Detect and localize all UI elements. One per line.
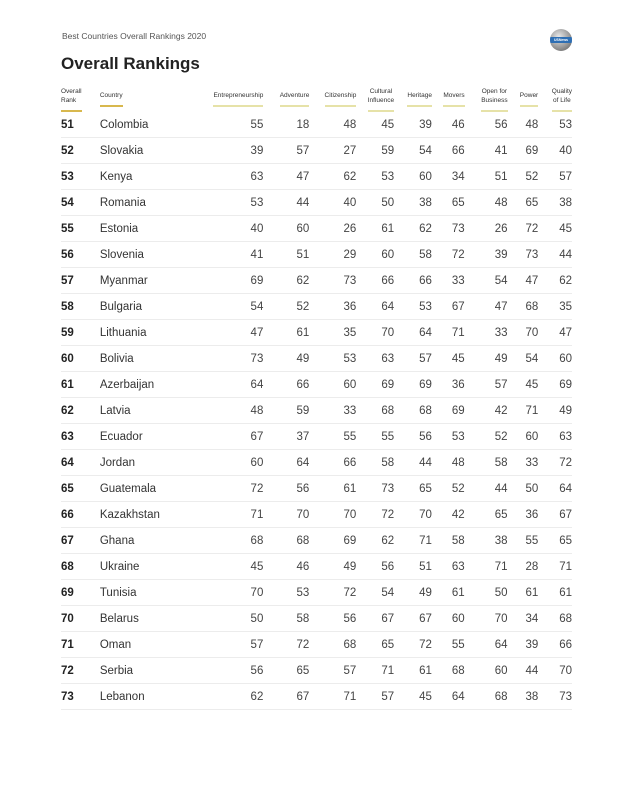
open-for-business-score-cell: 56	[465, 112, 508, 138]
quality-of-life-score-cell: 71	[538, 554, 572, 580]
quality-of-life-score-cell: 67	[538, 502, 572, 528]
table-row	[61, 450, 572, 476]
open-for-business-score-cell: 47	[465, 294, 508, 320]
entrepreneurship-score-cell: 69	[210, 268, 263, 294]
table-row	[61, 294, 572, 320]
table-row	[61, 138, 572, 164]
country-cell: Kenya	[100, 164, 210, 190]
country-cell: Myanmar	[100, 268, 210, 294]
cultural-influence-score-cell: 68	[356, 398, 394, 424]
cultural-influence-score-cell: 59	[356, 138, 394, 164]
heritage-score-cell: 51	[394, 554, 432, 580]
table-row	[61, 242, 572, 268]
table-row	[61, 528, 572, 554]
table-row	[61, 216, 572, 242]
open-for-business-score-cell: 39	[465, 242, 508, 268]
open-for-business-score-cell: 42	[465, 398, 508, 424]
entrepreneurship-score-cell: 54	[210, 294, 263, 320]
quality-of-life-score-cell: 63	[538, 424, 572, 450]
power-score-cell: 68	[508, 294, 539, 320]
citizenship-score-cell: 53	[309, 346, 356, 372]
power-score-cell: 52	[508, 164, 539, 190]
movers-score-cell: 64	[432, 684, 465, 710]
rank-cell: 62	[61, 398, 100, 424]
heritage-score-cell: 69	[394, 372, 432, 398]
adventure-score-cell: 47	[263, 164, 309, 190]
country-cell: Belarus	[100, 606, 210, 632]
movers-score-cell: 66	[432, 138, 465, 164]
entrepreneurship-score-cell: 73	[210, 346, 263, 372]
rank-cell: 66	[61, 502, 100, 528]
citizenship-score-cell: 57	[309, 658, 356, 684]
country-cell: Romania	[100, 190, 210, 216]
country-cell: Ghana	[100, 528, 210, 554]
adventure-score-cell: 70	[263, 502, 309, 528]
adventure-score-cell: 49	[263, 346, 309, 372]
heritage-score-cell: 65	[394, 476, 432, 502]
cultural-influence-score-cell: 55	[356, 424, 394, 450]
entrepreneurship-score-cell: 57	[210, 632, 263, 658]
entrepreneurship-score-cell: 56	[210, 658, 263, 684]
citizenship-score-cell: 73	[309, 268, 356, 294]
heritage-score-cell: 62	[394, 216, 432, 242]
adventure-score-cell: 72	[263, 632, 309, 658]
movers-score-cell: 72	[432, 242, 465, 268]
col-header-heritage[interactable]: Heritage	[394, 86, 432, 112]
col-header-cultural-influence[interactable]: Cultural Influence	[356, 86, 394, 112]
quality-of-life-score-cell: 35	[538, 294, 572, 320]
citizenship-score-cell: 56	[309, 606, 356, 632]
quality-of-life-score-cell: 62	[538, 268, 572, 294]
heritage-score-cell: 71	[394, 528, 432, 554]
power-score-cell: 47	[508, 268, 539, 294]
heritage-score-cell: 58	[394, 242, 432, 268]
cultural-influence-score-cell: 58	[356, 450, 394, 476]
rank-cell: 63	[61, 424, 100, 450]
entrepreneurship-score-cell: 47	[210, 320, 263, 346]
country-cell: Colombia	[100, 112, 210, 138]
citizenship-score-cell: 68	[309, 632, 356, 658]
movers-score-cell: 48	[432, 450, 465, 476]
heritage-score-cell: 66	[394, 268, 432, 294]
country-cell: Slovakia	[100, 138, 210, 164]
rank-cell: 72	[61, 658, 100, 684]
adventure-score-cell: 51	[263, 242, 309, 268]
citizenship-score-cell: 29	[309, 242, 356, 268]
open-for-business-score-cell: 38	[465, 528, 508, 554]
open-for-business-score-cell: 54	[465, 268, 508, 294]
heritage-score-cell: 38	[394, 190, 432, 216]
power-score-cell: 71	[508, 398, 539, 424]
cultural-influence-score-cell: 57	[356, 684, 394, 710]
cultural-influence-score-cell: 73	[356, 476, 394, 502]
citizenship-score-cell: 48	[309, 112, 356, 138]
citizenship-score-cell: 49	[309, 554, 356, 580]
cultural-influence-score-cell: 66	[356, 268, 394, 294]
rank-cell: 52	[61, 138, 100, 164]
heritage-score-cell: 68	[394, 398, 432, 424]
quality-of-life-score-cell: 66	[538, 632, 572, 658]
citizenship-score-cell: 66	[309, 450, 356, 476]
open-for-business-score-cell: 51	[465, 164, 508, 190]
heritage-score-cell: 56	[394, 424, 432, 450]
page-title: Overall Rankings	[61, 54, 200, 73]
movers-score-cell: 46	[432, 112, 465, 138]
table-row	[61, 658, 572, 684]
entrepreneurship-score-cell: 53	[210, 190, 263, 216]
adventure-score-cell: 59	[263, 398, 309, 424]
rank-cell: 71	[61, 632, 100, 658]
rank-cell: 67	[61, 528, 100, 554]
table-row	[61, 320, 572, 346]
cultural-influence-score-cell: 62	[356, 528, 394, 554]
quality-of-life-score-cell: 45	[538, 216, 572, 242]
entrepreneurship-score-cell: 68	[210, 528, 263, 554]
table-row	[61, 502, 572, 528]
citizenship-score-cell: 62	[309, 164, 356, 190]
country-cell: Serbia	[100, 658, 210, 684]
open-for-business-score-cell: 48	[465, 190, 508, 216]
open-for-business-score-cell: 33	[465, 320, 508, 346]
quality-of-life-score-cell: 53	[538, 112, 572, 138]
quality-of-life-score-cell: 57	[538, 164, 572, 190]
adventure-score-cell: 44	[263, 190, 309, 216]
power-score-cell: 45	[508, 372, 539, 398]
citizenship-score-cell: 69	[309, 528, 356, 554]
country-cell: Ecuador	[100, 424, 210, 450]
cultural-influence-score-cell: 56	[356, 554, 394, 580]
entrepreneurship-score-cell: 40	[210, 216, 263, 242]
movers-score-cell: 53	[432, 424, 465, 450]
power-score-cell: 33	[508, 450, 539, 476]
open-for-business-score-cell: 58	[465, 450, 508, 476]
movers-score-cell: 52	[432, 476, 465, 502]
entrepreneurship-score-cell: 48	[210, 398, 263, 424]
table-row	[61, 424, 572, 450]
adventure-score-cell: 58	[263, 606, 309, 632]
country-cell: Bolivia	[100, 346, 210, 372]
open-for-business-score-cell: 26	[465, 216, 508, 242]
rank-cell: 70	[61, 606, 100, 632]
heritage-score-cell: 61	[394, 658, 432, 684]
rank-cell: 58	[61, 294, 100, 320]
country-cell: Lebanon	[100, 684, 210, 710]
adventure-score-cell: 37	[263, 424, 309, 450]
col-header-citizenship[interactable]: Citizenship	[309, 86, 356, 112]
rank-cell: 53	[61, 164, 100, 190]
heritage-score-cell: 64	[394, 320, 432, 346]
col-header-power[interactable]: Power	[508, 86, 539, 112]
cultural-influence-score-cell: 53	[356, 164, 394, 190]
entrepreneurship-score-cell: 64	[210, 372, 263, 398]
cultural-influence-score-cell: 71	[356, 658, 394, 684]
quality-of-life-score-cell: 64	[538, 476, 572, 502]
entrepreneurship-score-cell: 45	[210, 554, 263, 580]
col-header-quality-of-life[interactable]: Quality of Life	[538, 86, 572, 112]
cultural-influence-score-cell: 60	[356, 242, 394, 268]
movers-score-cell: 45	[432, 346, 465, 372]
open-for-business-score-cell: 64	[465, 632, 508, 658]
table-row	[61, 164, 572, 190]
heritage-score-cell: 44	[394, 450, 432, 476]
movers-score-cell: 36	[432, 372, 465, 398]
cultural-influence-score-cell: 65	[356, 632, 394, 658]
entrepreneurship-score-cell: 72	[210, 476, 263, 502]
adventure-score-cell: 68	[263, 528, 309, 554]
quality-of-life-score-cell: 70	[538, 658, 572, 684]
heritage-score-cell: 57	[394, 346, 432, 372]
table-row	[61, 346, 572, 372]
heritage-score-cell: 60	[394, 164, 432, 190]
power-score-cell: 69	[508, 138, 539, 164]
rank-cell: 51	[61, 112, 100, 138]
power-score-cell: 55	[508, 528, 539, 554]
country-cell: Latvia	[100, 398, 210, 424]
entrepreneurship-score-cell: 41	[210, 242, 263, 268]
col-header-rank[interactable]: Overall Rank	[61, 86, 100, 112]
quality-of-life-score-cell: 49	[538, 398, 572, 424]
rank-cell: 55	[61, 216, 100, 242]
rank-cell: 56	[61, 242, 100, 268]
quality-of-life-score-cell: 40	[538, 138, 572, 164]
table-row	[61, 554, 572, 580]
adventure-score-cell: 53	[263, 580, 309, 606]
rank-cell: 65	[61, 476, 100, 502]
power-score-cell: 61	[508, 580, 539, 606]
movers-score-cell: 61	[432, 580, 465, 606]
power-score-cell: 50	[508, 476, 539, 502]
cultural-influence-score-cell: 45	[356, 112, 394, 138]
movers-score-cell: 67	[432, 294, 465, 320]
entrepreneurship-score-cell: 62	[210, 684, 263, 710]
adventure-score-cell: 46	[263, 554, 309, 580]
rank-cell: 54	[61, 190, 100, 216]
power-score-cell: 70	[508, 320, 539, 346]
quality-of-life-score-cell: 68	[538, 606, 572, 632]
open-for-business-score-cell: 71	[465, 554, 508, 580]
table-row	[61, 372, 572, 398]
open-for-business-score-cell: 50	[465, 580, 508, 606]
country-cell: Lithuania	[100, 320, 210, 346]
table-row	[61, 112, 572, 138]
table-header-row	[61, 86, 572, 112]
citizenship-score-cell: 70	[309, 502, 356, 528]
cultural-influence-score-cell: 72	[356, 502, 394, 528]
power-score-cell: 65	[508, 190, 539, 216]
power-score-cell: 44	[508, 658, 539, 684]
movers-score-cell: 65	[432, 190, 465, 216]
quality-of-life-score-cell: 44	[538, 242, 572, 268]
power-score-cell: 54	[508, 346, 539, 372]
cultural-influence-score-cell: 50	[356, 190, 394, 216]
open-for-business-score-cell: 60	[465, 658, 508, 684]
power-score-cell: 28	[508, 554, 539, 580]
power-score-cell: 72	[508, 216, 539, 242]
open-for-business-score-cell: 70	[465, 606, 508, 632]
heritage-score-cell: 70	[394, 502, 432, 528]
page-subtitle: Best Countries Overall Rankings 2020	[62, 31, 207, 41]
col-header-adventure[interactable]: Adventure	[263, 86, 309, 112]
power-score-cell: 38	[508, 684, 539, 710]
rank-cell: 69	[61, 580, 100, 606]
country-cell: Bulgaria	[100, 294, 210, 320]
cultural-influence-score-cell: 64	[356, 294, 394, 320]
adventure-score-cell: 56	[263, 476, 309, 502]
power-score-cell: 48	[508, 112, 539, 138]
adventure-score-cell: 62	[263, 268, 309, 294]
heritage-score-cell: 67	[394, 606, 432, 632]
movers-score-cell: 63	[432, 554, 465, 580]
power-score-cell: 73	[508, 242, 539, 268]
cultural-influence-score-cell: 63	[356, 346, 394, 372]
power-score-cell: 60	[508, 424, 539, 450]
citizenship-score-cell: 27	[309, 138, 356, 164]
quality-of-life-score-cell: 73	[538, 684, 572, 710]
movers-score-cell: 68	[432, 658, 465, 684]
heritage-score-cell: 49	[394, 580, 432, 606]
open-for-business-score-cell: 44	[465, 476, 508, 502]
quality-of-life-score-cell: 65	[538, 528, 572, 554]
rank-cell: 60	[61, 346, 100, 372]
adventure-score-cell: 57	[263, 138, 309, 164]
adventure-score-cell: 61	[263, 320, 309, 346]
cultural-influence-score-cell: 54	[356, 580, 394, 606]
citizenship-score-cell: 36	[309, 294, 356, 320]
table-row	[61, 398, 572, 424]
country-cell: Guatemala	[100, 476, 210, 502]
adventure-score-cell: 18	[263, 112, 309, 138]
entrepreneurship-score-cell: 50	[210, 606, 263, 632]
movers-score-cell: 33	[432, 268, 465, 294]
open-for-business-score-cell: 65	[465, 502, 508, 528]
table-row	[61, 632, 572, 658]
quality-of-life-score-cell: 38	[538, 190, 572, 216]
heritage-score-cell: 45	[394, 684, 432, 710]
entrepreneurship-score-cell: 70	[210, 580, 263, 606]
movers-score-cell: 73	[432, 216, 465, 242]
country-cell: Estonia	[100, 216, 210, 242]
power-score-cell: 36	[508, 502, 539, 528]
rank-cell: 61	[61, 372, 100, 398]
open-for-business-score-cell: 57	[465, 372, 508, 398]
table-row	[61, 684, 572, 710]
movers-score-cell: 69	[432, 398, 465, 424]
adventure-score-cell: 67	[263, 684, 309, 710]
rank-cell: 59	[61, 320, 100, 346]
open-for-business-score-cell: 41	[465, 138, 508, 164]
power-score-cell: 39	[508, 632, 539, 658]
entrepreneurship-score-cell: 71	[210, 502, 263, 528]
quality-of-life-score-cell: 60	[538, 346, 572, 372]
adventure-score-cell: 52	[263, 294, 309, 320]
cultural-influence-score-cell: 61	[356, 216, 394, 242]
table-row	[61, 606, 572, 632]
citizenship-score-cell: 35	[309, 320, 356, 346]
adventure-score-cell: 60	[263, 216, 309, 242]
movers-score-cell: 55	[432, 632, 465, 658]
citizenship-score-cell: 55	[309, 424, 356, 450]
col-header-open-for-business[interactable]: Open for Business	[465, 86, 508, 112]
col-header-movers[interactable]: Movers	[432, 86, 465, 112]
country-cell: Oman	[100, 632, 210, 658]
quality-of-life-score-cell: 69	[538, 372, 572, 398]
citizenship-score-cell: 33	[309, 398, 356, 424]
cultural-influence-score-cell: 70	[356, 320, 394, 346]
heritage-score-cell: 72	[394, 632, 432, 658]
heritage-score-cell: 39	[394, 112, 432, 138]
cultural-influence-score-cell: 69	[356, 372, 394, 398]
citizenship-score-cell: 72	[309, 580, 356, 606]
movers-score-cell: 60	[432, 606, 465, 632]
quality-of-life-score-cell: 61	[538, 580, 572, 606]
country-cell: Kazakhstan	[100, 502, 210, 528]
open-for-business-score-cell: 68	[465, 684, 508, 710]
col-header-entrepreneurship[interactable]: Entrepreneurship	[210, 86, 263, 112]
entrepreneurship-score-cell: 55	[210, 112, 263, 138]
rank-cell: 57	[61, 268, 100, 294]
entrepreneurship-score-cell: 67	[210, 424, 263, 450]
citizenship-score-cell: 60	[309, 372, 356, 398]
rankings-table	[61, 86, 572, 710]
table-row	[61, 268, 572, 294]
movers-score-cell: 34	[432, 164, 465, 190]
citizenship-score-cell: 26	[309, 216, 356, 242]
table-row	[61, 476, 572, 502]
country-cell: Azerbaijan	[100, 372, 210, 398]
movers-score-cell: 58	[432, 528, 465, 554]
country-cell: Ukraine	[100, 554, 210, 580]
cultural-influence-score-cell: 67	[356, 606, 394, 632]
citizenship-score-cell: 40	[309, 190, 356, 216]
entrepreneurship-score-cell: 60	[210, 450, 263, 476]
table-row	[61, 580, 572, 606]
table-row	[61, 190, 572, 216]
col-header-country[interactable]: Country	[100, 86, 210, 112]
movers-score-cell: 71	[432, 320, 465, 346]
usnews-logo-icon	[550, 29, 572, 51]
logo-label: USNews	[550, 37, 572, 43]
country-cell: Slovenia	[100, 242, 210, 268]
heritage-score-cell: 53	[394, 294, 432, 320]
quality-of-life-score-cell: 47	[538, 320, 572, 346]
country-cell: Tunisia	[100, 580, 210, 606]
open-for-business-score-cell: 52	[465, 424, 508, 450]
adventure-score-cell: 65	[263, 658, 309, 684]
entrepreneurship-score-cell: 63	[210, 164, 263, 190]
citizenship-score-cell: 71	[309, 684, 356, 710]
open-for-business-score-cell: 49	[465, 346, 508, 372]
entrepreneurship-score-cell: 39	[210, 138, 263, 164]
quality-of-life-score-cell: 72	[538, 450, 572, 476]
rank-cell: 64	[61, 450, 100, 476]
rank-cell: 68	[61, 554, 100, 580]
country-cell: Jordan	[100, 450, 210, 476]
heritage-score-cell: 54	[394, 138, 432, 164]
adventure-score-cell: 66	[263, 372, 309, 398]
power-score-cell: 34	[508, 606, 539, 632]
rank-cell: 73	[61, 684, 100, 710]
adventure-score-cell: 64	[263, 450, 309, 476]
movers-score-cell: 42	[432, 502, 465, 528]
citizenship-score-cell: 61	[309, 476, 356, 502]
